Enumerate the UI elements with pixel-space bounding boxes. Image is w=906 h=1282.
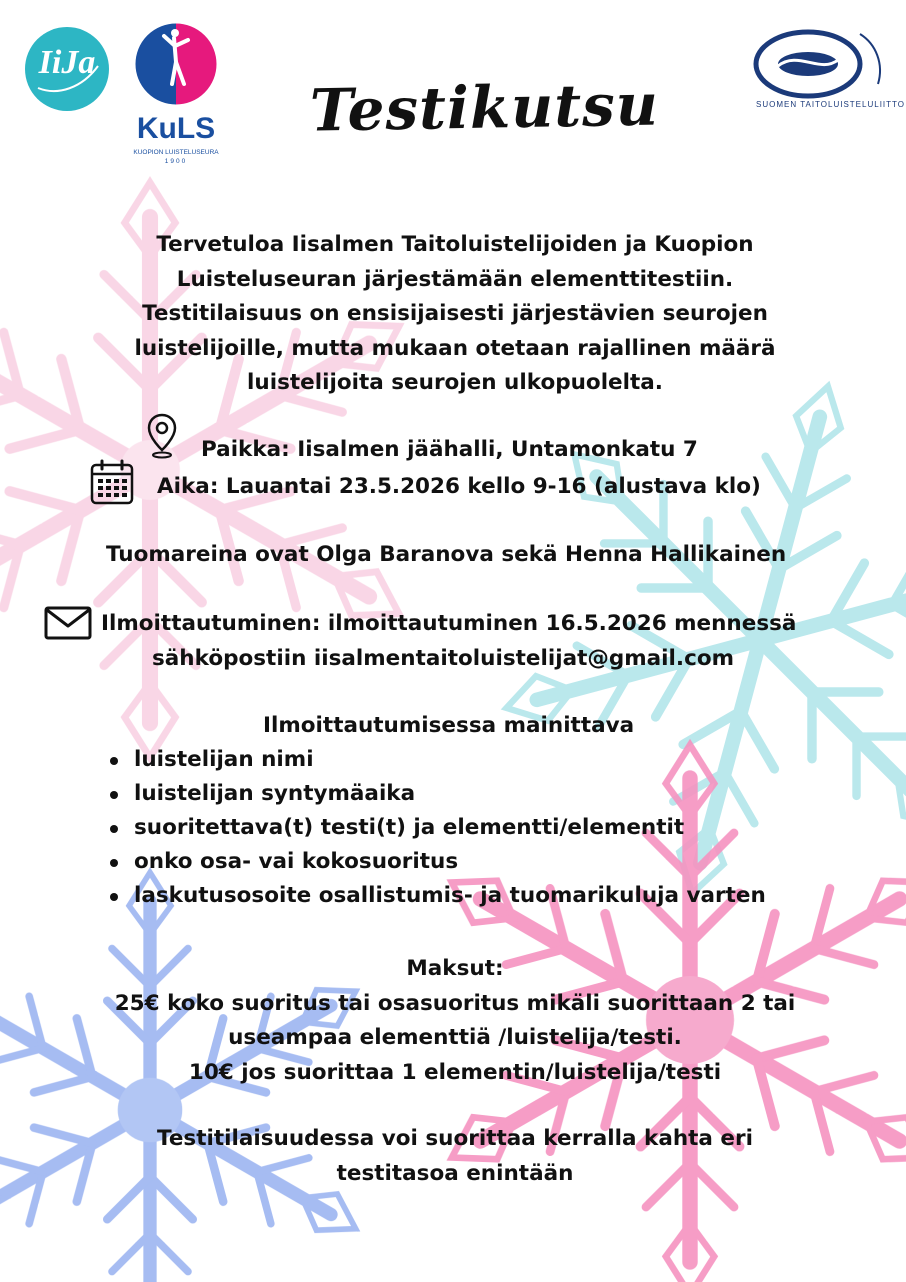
required-list [105, 743, 766, 913]
fees-line: 25€ koko suoritus tai osasuoritus mikäli suorittaan 2 tai [114, 990, 796, 1016]
registration-line-2: sähköpostiin iisalmentaitoluistelijat@gmail.com [152, 646, 735, 671]
note-line: Testitilaisuudessa voi suorittaa kerralla kahta eri [157, 1126, 753, 1151]
location-pin-icon [146, 412, 178, 460]
note-section [60, 1122, 850, 1191]
kuls-logo [128, 18, 224, 168]
place-text: Paikka: Iisalmen jäähalli, Untamonkatu 7 [201, 437, 698, 462]
ija-logo-text: IiJa [38, 44, 96, 81]
fees-line: useampaa elementtiä /luistelija/testi. [228, 1025, 682, 1050]
kuls-logo-year: 1900 [164, 158, 188, 165]
list-item: luistelijan syntymäaika [105, 777, 766, 811]
registration-line-1: Ilmoittautuminen: ilmoittautuminen 16.5.2026 mennessä [101, 611, 797, 636]
time-text: Aika: Lauantai 23.5.2026 kello 9-16 (alustava klo) [157, 474, 761, 499]
envelope-icon [44, 605, 92, 641]
stl-logo [750, 14, 905, 112]
list-item: laskutusosoite osallistumis- ja tuomarikuluja varten [105, 879, 766, 913]
calendar-icon [89, 458, 135, 506]
list-item: suoritettava(t) testi(t) ja elementti/elementit [105, 811, 766, 845]
fees-heading: Maksut: [406, 956, 504, 981]
kuls-logo-text: KuLS [136, 112, 216, 145]
page-title: Testikutsu [309, 70, 660, 145]
list-item: onko osa- vai kokosuoritus [105, 845, 766, 879]
judges-text: Tuomareina ovat Olga Baranova sekä Henna Hallikainen [106, 542, 787, 567]
required-heading: Ilmoittautumisessa mainittava [263, 713, 635, 738]
fees-section [60, 952, 850, 1090]
stl-logo-text: SUOMEN TAITOLUISTELULIITTO [756, 100, 905, 109]
intro-line: luistelijoita seurojen ulkopuolelta. [247, 370, 663, 395]
intro-line: luistelijoille, mutta mukaan otetaan rajallinen määrä [134, 335, 776, 361]
kuls-logo-subtitle: KUOPION LUISTELUSEURA [133, 149, 219, 156]
fees-line: 10€ jos suorittaa 1 elementin/luistelija/testi [188, 1059, 722, 1085]
list-item: luistelijan nimi [105, 743, 766, 777]
intro-paragraph [100, 228, 810, 401]
intro-line: Testitilaisuus on ensisijaisesti järjestävien seurojen [142, 301, 768, 326]
note-line: testitasoa enintään [336, 1160, 574, 1186]
intro-line: Luisteluseuran järjestämään elementtitestiin. [176, 266, 734, 292]
intro-line: Tervetuloa Iisalmen Taitoluistelijoiden ja Kuopion [156, 232, 754, 257]
ija-logo [24, 26, 110, 112]
